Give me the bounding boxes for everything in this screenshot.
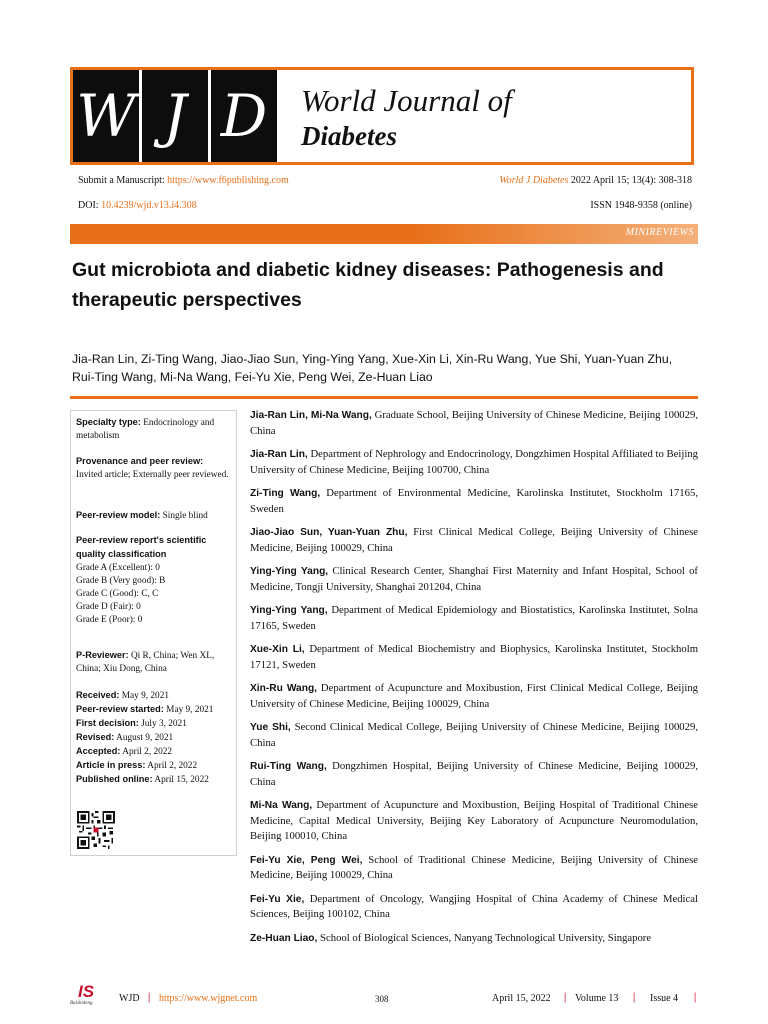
- affiliation-names: Yue Shi,: [250, 722, 291, 733]
- date-label: Article in press:: [76, 760, 146, 770]
- journal-name-line1: World Journal of: [301, 83, 512, 118]
- logo-letter-j: J: [142, 70, 208, 162]
- footer-volume: Volume 13: [575, 993, 619, 1004]
- specialty-value: Endocrinology and metabolism: [76, 418, 215, 441]
- affiliation-names: Jiao-Jiao Sun, Yuan-Yuan Zhu,: [250, 527, 408, 538]
- footer-date: April 15, 2022: [492, 993, 551, 1004]
- publisher-logo-sub: Baishideng: [70, 1001, 93, 1006]
- date-label: First decision:: [76, 718, 139, 728]
- doi-line: [78, 200, 197, 212]
- page-footer: [70, 982, 698, 1012]
- submit-label: Submit a Manuscript:: [78, 175, 165, 186]
- date-value: July 3, 2021: [141, 719, 187, 729]
- date-label: Published online:: [76, 774, 153, 784]
- date-value: August 9, 2021: [116, 733, 174, 743]
- affiliation-item: [250, 603, 698, 634]
- previewer-value: Qi R, China; Wen XL, China; Xiu Dong, China: [76, 651, 215, 674]
- affiliation-names: Ze-Huan Liao,: [250, 932, 318, 944]
- affiliation-text: Clinical Research Center, Shanghai First Maternity and Infant Hospital, School of Medicine, Tongji University, Shanghai 201204, China: [250, 565, 698, 593]
- doi-label: DOI:: [78, 200, 99, 211]
- grade-item: Grade E (Poor): 0: [76, 615, 143, 625]
- article-info-panel: [70, 410, 237, 856]
- affiliation-item: [250, 759, 698, 790]
- affiliation-item: [250, 642, 698, 673]
- article-title: Gut microbiota and diabetic kidney diseases: Pathogenesis and therapeutic perspectives: [72, 259, 664, 311]
- date-row: [76, 689, 234, 703]
- affiliation-item: [250, 720, 698, 751]
- qr-code-icon[interactable]: [77, 811, 115, 849]
- grade-item: Grade B (Very good): B: [76, 576, 166, 586]
- date-label: Received:: [76, 690, 120, 700]
- submit-line: [78, 175, 289, 187]
- footer-separator: |: [694, 992, 697, 1003]
- publisher-logo: [70, 984, 106, 1010]
- footer-separator: |: [148, 992, 151, 1003]
- date-value: April 2, 2022: [122, 747, 173, 757]
- provenance: [76, 455, 234, 482]
- submit-link[interactable]: https://www.f6publishing.com: [167, 175, 289, 186]
- date-label: Accepted:: [76, 746, 121, 756]
- affiliation-item: [250, 525, 698, 556]
- previewer-label: P-Reviewer:: [76, 650, 129, 660]
- logo-letter-w: W: [73, 70, 139, 162]
- journal-name: [301, 84, 512, 154]
- doi-link[interactable]: 10.4239/wjd.v13.i4.308: [101, 200, 197, 211]
- affiliation-names: Fei-Yu Xie,: [250, 893, 305, 905]
- specialty-label: Specialty type:: [76, 417, 141, 427]
- footer-separator: |: [564, 992, 567, 1003]
- affiliation-text: School of Biological Sciences, Nanyang Technological University, Singapore: [320, 931, 652, 944]
- affiliation-item: [250, 681, 698, 712]
- affiliation-text: Graduate School, Beijing University of Chinese Medicine, Beijing 100029, China: [250, 409, 699, 437]
- affiliation-text: Department of Nephrology and Endocrinology, Dongzhimen Hospital Affiliated to Beijing University of Chinese Medicine, Beijing 100700, China: [250, 448, 699, 476]
- affiliation-names: Ying-Ying Yang,: [250, 605, 328, 616]
- grade-item: Grade C (Good): C, C: [76, 589, 159, 599]
- affiliation-item: [250, 853, 698, 884]
- affiliation-names: Fei-Yu Xie, Peng Wei,: [250, 854, 363, 866]
- grade-item: Grade A (Excellent): 0: [76, 563, 160, 573]
- footer-url-link[interactable]: https://www.wjgnet.com: [159, 993, 258, 1004]
- section-label: MINIREVIEWS: [625, 227, 694, 238]
- footer-issue: Issue 4: [650, 993, 679, 1004]
- provenance-value: Invited article; Externally peer reviewed.: [76, 470, 229, 480]
- section-bar: [70, 224, 698, 244]
- date-value: May 9, 2021: [166, 705, 214, 715]
- classification-label: Peer-review report's scientific quality classification: [76, 535, 207, 559]
- date-row: [76, 703, 234, 717]
- journal-logo: [73, 70, 287, 162]
- issn: ISSN 1948-9358 (online): [590, 200, 692, 211]
- affiliation-text: Dongzhimen Hospital, Beijing University of Chinese Medicine, Beijing 100029, China: [250, 760, 698, 788]
- affiliation-text: Second Clinical Medical College, Beijing University of Chinese Medicine, Beijing 100029, China: [250, 721, 698, 749]
- date-row: [76, 717, 234, 731]
- publisher-logo-mark: IS: [78, 982, 95, 1001]
- date-value: April 2, 2022: [147, 761, 198, 771]
- divider-rule: [70, 396, 698, 399]
- affiliation-item: [250, 798, 698, 845]
- affiliation-text: Department of Oncology, Wangjing Hospital of China Academy of Chinese Medical Sciences, Beijing 100102, China: [250, 892, 698, 920]
- logo-letter-d: D: [211, 70, 277, 162]
- affiliation-names: Mi-Na Wang,: [250, 800, 313, 811]
- affiliation-names: Rui-Ting Wang,: [250, 761, 327, 772]
- citation-line: [499, 175, 692, 187]
- citation-rest: 2022 April 15; 13(4): 308-318: [570, 175, 692, 186]
- affiliation-text: School of Traditional Chinese Medicine, Beijing University of Chinese Medicine, Beijing 100029, China: [250, 853, 698, 881]
- date-row: [76, 759, 234, 773]
- affiliation-names: Zi-Ting Wang,: [250, 488, 321, 499]
- date-row: [76, 773, 234, 787]
- date-value: May 9, 2021: [121, 691, 170, 701]
- affiliation-names: Ying-Ying Yang,: [250, 566, 329, 577]
- date-row: [76, 745, 234, 759]
- affiliation-text: Department of Acupuncture and Moxibustion, Beijing Hospital of Traditional Chinese Medicine, Capital Medical University, Beijing Key Laboratory of Acupuncture Neuromodulation, Beijing 100010, China: [250, 799, 699, 842]
- affiliation-text: Department of Acupuncture and Moxibustion, First Clinical Medical College, Beijing University of Chinese Medicine, Beijing 100029, China: [250, 682, 699, 710]
- peer-model-label: Peer-review model:: [76, 510, 161, 520]
- affiliation-names: Jia-Ran Lin, Mi-Na Wang,: [250, 410, 372, 421]
- date-label: Peer-review started:: [76, 704, 164, 714]
- affiliation-text: Department of Medical Biochemistry and Biophysics, Karolinska Institutet, Stockholm 17121, Sweden: [250, 643, 699, 671]
- peer-review-model: [76, 509, 234, 523]
- affiliation-item: [250, 408, 698, 439]
- affiliation-item: [250, 931, 698, 947]
- author-list: Jia-Ran Lin, Zi-Ting Wang, Jiao-Jiao Sun, Ying-Ying Yang, Xue-Xin Li, Xin-Ru Wang, Yue Shi, Yuan-Yuan Zhu, Rui-Ting Wang, Mi-Na Wang, Fei-Yu Xie, Peng Wei, Ze-Huan Liao: [72, 352, 673, 384]
- affiliations: [250, 408, 698, 954]
- quality-classification: [76, 534, 234, 627]
- affiliation-names: Xin-Ru Wang,: [250, 683, 318, 694]
- provenance-label: Provenance and peer review:: [76, 456, 204, 466]
- affiliation-names: Jia-Ran Lin,: [250, 449, 308, 460]
- affiliation-item: [250, 486, 698, 517]
- page-number: 308: [375, 994, 389, 1004]
- date-value: April 15, 2022: [154, 775, 209, 785]
- journal-banner: [70, 67, 694, 165]
- affiliation-names: Xue-Xin Li,: [250, 644, 305, 655]
- specialty-type: [76, 416, 234, 443]
- footer-separator: |: [633, 992, 636, 1003]
- affiliation-item: [250, 564, 698, 595]
- peer-model-value: Single blind: [162, 511, 208, 521]
- p-reviewer: [76, 649, 234, 676]
- citation-journal: World J Diabetes: [499, 175, 569, 186]
- grade-item: Grade D (Fair): 0: [76, 602, 141, 612]
- footer-journal-abbr: WJD: [119, 993, 140, 1004]
- date-row: [76, 731, 234, 745]
- affiliation-text: First Clinical Medical College, Beijing University of Chinese Medicine, Beijing 100029, China: [250, 526, 698, 554]
- affiliation-item: [250, 892, 698, 923]
- affiliation-text: Department of Medical Epidemiology and Biostatistics, Karolinska Institutet, Solna 17165, Sweden: [250, 604, 698, 632]
- journal-name-line2: Diabetes: [301, 121, 397, 151]
- affiliation-item: [250, 447, 698, 478]
- affiliation-text: Department of Environmental Medicine, Karolinska Institutet, Stockholm 17165, Sweden: [250, 487, 699, 515]
- history-dates: [76, 689, 234, 787]
- date-label: Revised:: [76, 732, 115, 742]
